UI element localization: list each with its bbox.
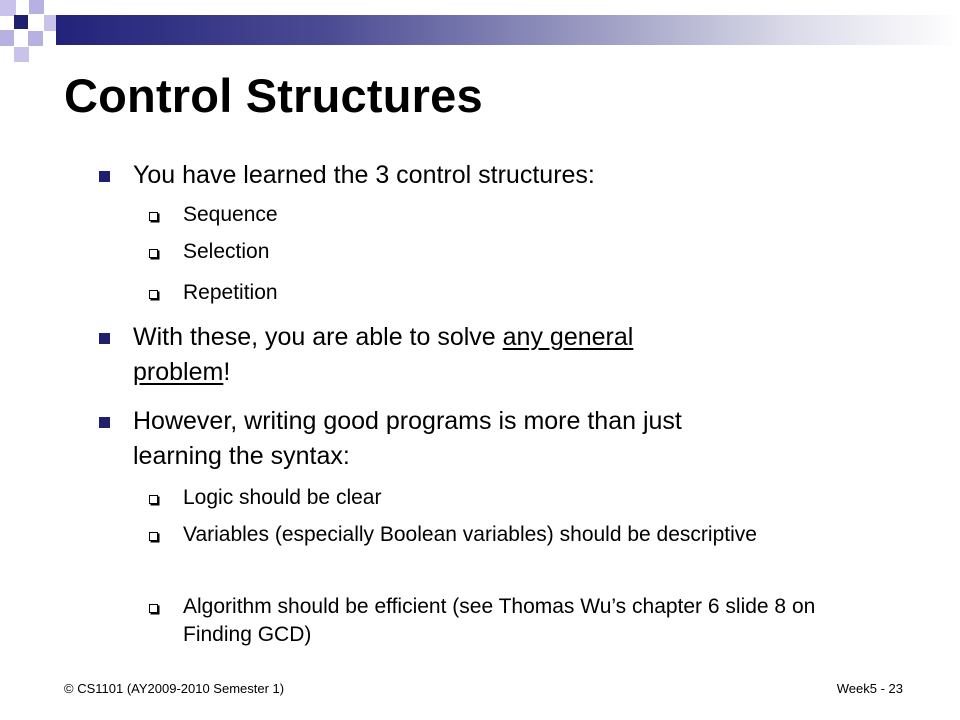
checkbox-bullet-icon <box>149 290 158 299</box>
square-bullet-icon <box>99 333 110 344</box>
bullet-text: However, writing good programs is more than just <box>133 407 682 435</box>
bullet-text: With these, you are able to solve <box>133 323 503 351</box>
sub-bullet-repetition <box>183 279 863 307</box>
bullet-text: ! <box>223 358 231 386</box>
sub-bullet-variables <box>183 521 863 549</box>
bullet-text: learning the syntax: <box>133 442 350 470</box>
footer-course-info: © CS1101 (AY2009-2010 Semester 1) <box>64 681 285 696</box>
bullet-solve-problem <box>133 320 873 390</box>
footer-page-number: Week5 - 23 <box>836 681 903 696</box>
decor-square-2 <box>14 15 28 29</box>
sub-bullet-selection <box>183 238 863 266</box>
decor-square-1 <box>0 0 16 16</box>
sub-bullet-text: Logic should be clear <box>183 486 382 509</box>
checkbox-bullet-icon <box>149 249 158 258</box>
decor-square-5 <box>28 31 43 46</box>
square-bullet-icon <box>99 171 110 182</box>
bullet-control-structures <box>133 158 873 193</box>
checkbox-bullet-icon <box>149 532 158 541</box>
sub-bullet-algorithm <box>183 593 863 649</box>
bullet-good-programs <box>133 404 873 474</box>
header-gradient-bar <box>56 15 960 45</box>
sub-bullet-logic <box>183 484 863 512</box>
slide-title: Control Structures <box>64 69 483 122</box>
sub-bullet-sequence <box>183 201 863 229</box>
sub-bullet-text: Sequence <box>183 203 278 226</box>
sub-bullet-text: Selection <box>183 240 270 263</box>
decor-square-7 <box>0 30 14 46</box>
underlined-text: any general <box>502 323 634 351</box>
sub-bullet-text: Algorithm should be efficient (see Thomas Wu’s chapter 6 slide 8 on Finding GCD) <box>183 595 816 646</box>
sub-bullet-text: Variables (especially Boolean variables) should be descriptive <box>183 523 757 546</box>
decor-square-4 <box>44 15 56 31</box>
decor-square-3 <box>29 0 44 14</box>
checkbox-bullet-icon <box>149 495 158 504</box>
square-bullet-icon <box>99 417 110 428</box>
checkbox-bullet-icon <box>149 212 158 221</box>
bullet-text: You have learned the 3 control structures: <box>133 161 595 189</box>
sub-bullet-text: Repetition <box>183 281 278 304</box>
checkbox-bullet-icon <box>149 604 158 613</box>
underlined-text: problem <box>133 358 224 386</box>
decor-square-6 <box>14 47 29 62</box>
